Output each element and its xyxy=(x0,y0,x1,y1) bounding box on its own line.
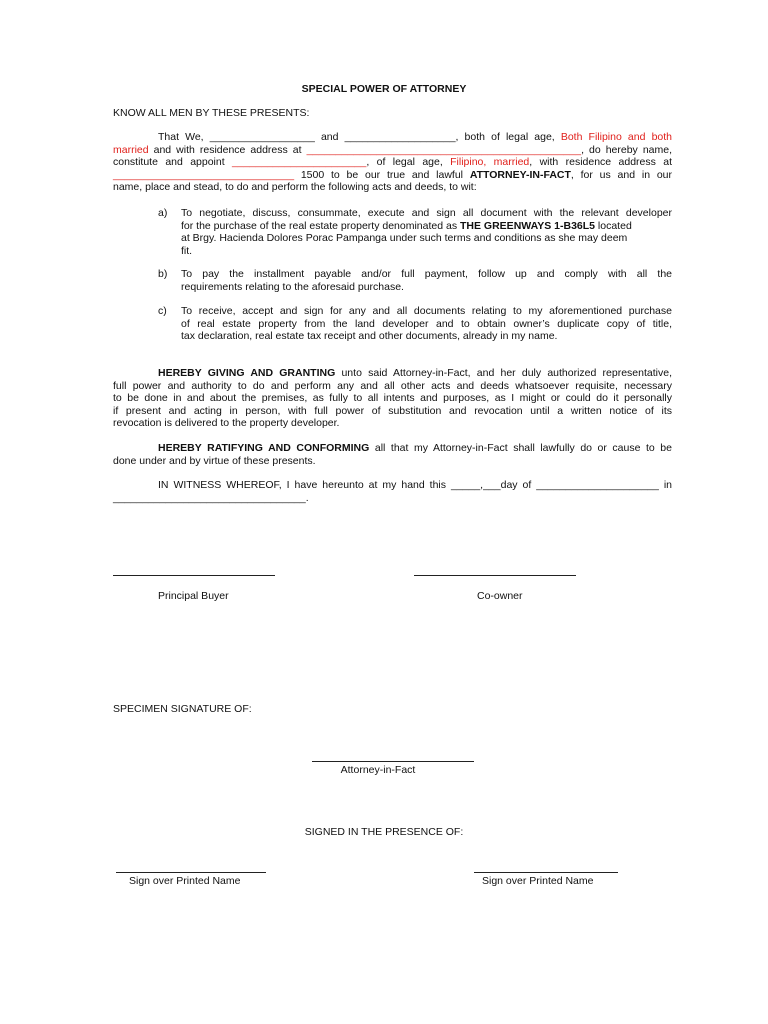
coowner-signature-line xyxy=(414,575,576,576)
address-blank: _______________________________________________ xyxy=(306,143,582,156)
red-text-filipino: Both Filipino and both xyxy=(560,131,673,143)
coowner-label: Co-owner xyxy=(477,590,523,602)
intro-line: KNOW ALL MEN BY THESE PRESENTS: xyxy=(113,107,310,119)
witness-2-signature-line xyxy=(474,872,618,873)
paragraph-granting: HEREBY GIVING AND GRANTING unto said Attorney-in-Fact, and her duly authorized representative, full power and authority to do and perform any and all other acts and deeds whatsoever requisite, necessary to be done in and about the premises, as fully to all intents and purposes, as I might or could do it personally if present and acting in person, with full power of substitution and revocation until a written notice of its revocation is delivered to the property developer. xyxy=(113,367,672,430)
witness-1-signature-line xyxy=(116,872,266,873)
p1-line-1: That We, __________________ and ___________________, both of legal age, Both Filipino and both xyxy=(158,131,673,143)
attorney-address-blank: _______________________________ xyxy=(113,168,295,181)
specimen-heading: SPECIMEN SIGNATURE OF: xyxy=(113,703,252,715)
principal-signature-line xyxy=(113,575,275,576)
document-title: SPECIAL POWER OF ATTORNEY xyxy=(301,83,467,95)
p1-line-5: name, place and stead, to do and perform the following acts and deeds, to wit: xyxy=(113,181,477,194)
document-page: SPECIAL POWER OF ATTORNEY KNOW ALL MEN BY THESE PRESENTS: That We, __________________ and ___________________, both of legal age, Both Filipino and both married and with residence address at _______________________________________________, do hereby name, constitute and appoint _______________________, of legal age, Filipino, married, with residence address at _______________________________ 1500 to be our true and lawful ATTORNEY-IN-FACT, for us and in our name, place and stead, to do and perform the following acts and deeds, to wit: a) To negotiate, discuss, consummate, execute and sign all document with the relevant developer for the purchase of the real estate property denominated as THE GREENWAYS 1-B36L5 located at Brgy. Hacienda Dolores Porac Pampanga under such terms and conditions as she may deem fit. b) To pay the installment payable and/or full payment, follow up and comply with all the requirements relating to the aforesaid purchase. c) To receive, accept and sign for any and all documents relating to my aforementioned purchase of real estate property from the land developer and to obtain owner’s duplicate copy of title, tax declaration, real estate tax receipt and other documents, already in my name. HEREBY GIVING AND GRANTING unto said Attorney-in-Fact, and her duly authorized representative, full power and authority to do and perform any and all other acts and deeds whatsoever requisite, necessary to be done in and about the premises, as fully to all intents and purposes, as I might or could do it personally if present and acting in person, with full power of substitution and revocation until a written notice of its revocation is delivered to the property developer. HEREBY RATIFYING AND CONFORMING all that my Attorney-in-Fact shall lawfully do or cause to be done under and by virtue of these presents. IN WITNESS WHEREOF, I have hereunto at my hand this _____,___day of _____________________ in _________________________________. Principal Buyer Co-owner SPECIMEN SIGNATURE OF: Attorney-in-Fact SIGNED IN THE PRESENCE OF: Sign over Printed Name Sign over Printed Name xyxy=(0,0,768,1024)
presence-heading: SIGNED IN THE PRESENCE OF: xyxy=(304,826,464,838)
p1-line-2: married and with residence address at _______________________________________________, do hereby name, xyxy=(113,143,673,156)
p1-line-4: _______________________________ 1500 to be our true and lawful ATTORNEY-IN-FACT, for us and in our xyxy=(113,168,673,181)
paragraph-ratifying: HEREBY RATIFYING AND CONFORMING all that my Attorney-in-Fact shall lawfully do or cause to be done under and by virtue of these presents. xyxy=(113,442,672,467)
attorney-in-fact-label: Attorney-in-Fact xyxy=(340,764,416,776)
p1-line-3: constitute and appoint _______________________, of legal age, Filipino, married, with residence address at xyxy=(113,156,672,169)
attorney-name-blank: _______________________ xyxy=(232,156,367,169)
witness-1-label: Sign over Printed Name xyxy=(129,875,241,887)
paragraph-witness: IN WITNESS WHEREOF, I have hereunto at my hand this _____,___day of _____________________ in _________________________________. xyxy=(113,479,672,504)
paragraph-appointment xyxy=(113,131,672,194)
witness-2-label: Sign over Printed Name xyxy=(482,875,594,887)
principal-buyer-label: Principal Buyer xyxy=(158,590,229,602)
attorney-signature-line xyxy=(312,761,474,762)
property-name: THE GREENWAYS 1-B36L5 xyxy=(460,219,595,232)
